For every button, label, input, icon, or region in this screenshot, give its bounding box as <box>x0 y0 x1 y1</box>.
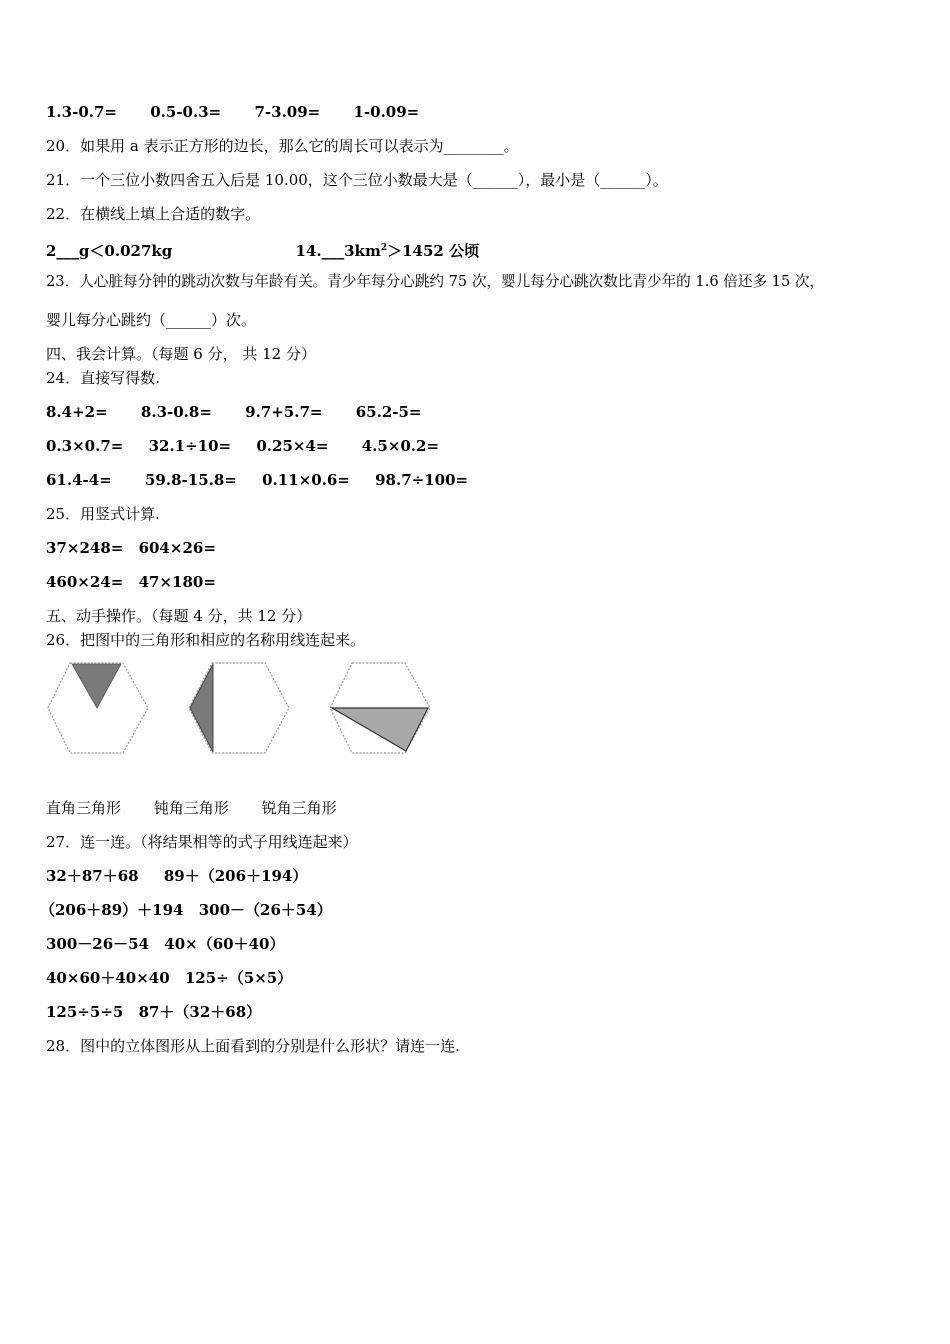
expr-right: 40×（60＋40） <box>164 935 285 953</box>
question-21: 21．一个三位小数四舍五入后是 10.00，这个三位小数最大是（______），最小是（______）。 <box>46 171 668 189</box>
expr-left: 125÷5÷5 <box>46 1003 124 1021</box>
q27-row-3 <box>46 934 285 954</box>
expr: 7-3.09= <box>254 103 321 121</box>
hexagon-figure-2 <box>189 663 289 753</box>
expr: 9.7+5.7= <box>245 403 323 421</box>
shaded-triangle <box>332 708 428 751</box>
question-22: 22．在横线上填上合适的数字。 <box>46 205 261 223</box>
q22-item-a: 2___g＜0.027kg <box>46 242 173 260</box>
question-28: 28．图中的立体图形从上面看到的分别是什么形状？请连一连. <box>46 1037 460 1055</box>
expr: 59.8-15.8= <box>145 471 237 489</box>
question-25: 25．用竖式计算. <box>46 505 160 523</box>
q24-row-3 <box>46 470 468 490</box>
section-4-heading: 四、我会计算。（每题 6 分， 共 12 分） <box>46 345 316 363</box>
q22-item-b: $14.\_\_\_3km^2>1452$ 公顷 <box>295 242 480 260</box>
expr: 1.3-0.7= <box>46 103 117 121</box>
expr-right: 125÷（5×5） <box>184 969 293 987</box>
expr: 32.1÷10= <box>148 437 232 455</box>
question-24: 24．直接写得数. <box>46 369 160 387</box>
hexagon-figures <box>46 658 436 758</box>
question-27: 27．连一连。（将结果相等的式子用线连起来） <box>46 833 358 851</box>
name-right-triangle: 直角三角形 <box>46 799 122 817</box>
hexagon-figure-1 <box>48 663 148 753</box>
expr: 604×26= <box>138 539 216 557</box>
expr-right: 89＋（206＋194） <box>163 867 308 885</box>
expr: 8.4+2= <box>46 403 108 421</box>
q27-row-2 <box>40 900 332 920</box>
question-23-line1: 23．人心脏每分钟的跳动次数与年龄有关。青少年每分心跳约 75 次，婴儿每分心跳次数比青少年的 1.6 倍还多 15 次， <box>46 273 825 290</box>
shaded-triangle <box>190 664 213 752</box>
expr: 0.11×0.6= <box>262 471 350 489</box>
expr-left: 300－26－54 <box>46 935 150 953</box>
hexagon-figure-3 <box>330 663 430 753</box>
q24-row-1 <box>46 402 421 422</box>
expr: 65.2-5= <box>355 403 422 421</box>
name-obtuse-triangle: 钝角三角形 <box>153 799 229 817</box>
q25-row-2 <box>46 572 216 592</box>
expr-right: 87＋（32＋68） <box>138 1003 262 1021</box>
expr: 1-0.09= <box>353 103 420 121</box>
expr: 61.4-4= <box>46 471 112 489</box>
expr-right: 300－（26＋54） <box>198 901 332 919</box>
expr: 0.25×4= <box>256 437 329 455</box>
name-acute-triangle: 锐角三角形 <box>261 799 337 817</box>
question-23-line2: 婴儿每分心跳约（______）次。 <box>46 311 257 329</box>
expr: 47×180= <box>138 573 216 591</box>
q27-row-4 <box>46 968 292 988</box>
expr-left: （206＋89）＋194 <box>40 901 184 919</box>
expr: 37×248= <box>46 539 124 557</box>
q27-row-1 <box>46 866 307 886</box>
q24-row-2 <box>46 436 439 456</box>
question-20: 20．如果用 a 表示正方形的边长，那么它的周长可以表示为________。 <box>46 137 519 155</box>
shaded-triangle <box>72 664 121 708</box>
expr: 98.7÷100= <box>375 471 469 489</box>
question-26: 26．把图中的三角形和相应的名称用线连起来。 <box>46 631 366 649</box>
expr: 0.5-0.3= <box>150 103 222 121</box>
expr: 4.5×0.2= <box>361 437 440 455</box>
triangle-names <box>46 798 337 818</box>
question-22-items <box>46 238 479 261</box>
expr: 0.3×0.7= <box>46 437 124 455</box>
expr-left: 32＋87＋68 <box>46 867 139 885</box>
line-a-expressions <box>46 102 419 122</box>
section-5-heading: 五、动手操作。（每题 4 分，共 12 分） <box>46 607 312 625</box>
expr: 8.3-0.8= <box>140 403 212 421</box>
q27-row-5 <box>46 1002 261 1022</box>
expr-left: 40×60＋40×40 <box>46 969 170 987</box>
expr: 460×24= <box>46 573 124 591</box>
q25-row-1 <box>46 538 216 558</box>
